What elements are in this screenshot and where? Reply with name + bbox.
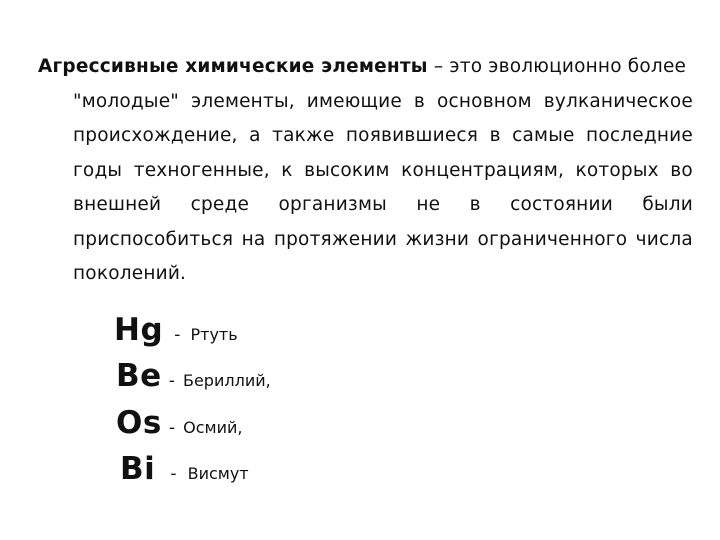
word: высоким [304,159,390,181]
word: жизни [405,228,470,250]
word: среде [190,194,250,215]
word: поколений. [73,263,187,284]
element-name: Бериллий, [182,371,271,390]
definition-paragraph [38,50,693,292]
word: состоянии [510,194,613,215]
definition-line-7 [38,257,693,292]
word: во [670,159,693,181]
word: не [416,194,441,215]
element-dash: - [168,418,176,438]
word: были [642,194,693,215]
word: происхождение, [73,125,238,146]
word: также [272,125,335,146]
element-symbol: Bi [120,451,156,487]
definition-line-5 [38,188,693,223]
element-name: Ртуть [190,325,238,344]
element-name: Осмий, [183,418,243,437]
word: элементы, [190,90,295,112]
element-row-be [116,358,271,394]
definition-line-3 [38,119,693,154]
element-row-os [116,405,242,441]
word: ограниченного [477,228,628,250]
element-dash: - [168,371,175,391]
word: имеющие [306,90,402,112]
word: организмы [278,194,387,215]
word: "молодые" [73,90,180,112]
definition-line-1-text: – это эволюционно более [427,56,687,77]
element-symbol: Hg [114,312,164,348]
word: в [469,194,481,215]
word: вулканическое [543,90,693,112]
word: которых [575,159,659,181]
element-row-hg [114,312,238,348]
definition-line-4 [38,154,693,189]
word: к [281,159,293,181]
element-dash: - [174,325,181,345]
word: внешней [73,194,162,215]
element-symbol: Be [116,358,162,394]
element-row-bi [120,451,249,487]
definition-line-1 [38,50,693,85]
word: на [241,228,266,250]
definition-term: Агрессивные химические элементы [38,56,428,77]
word: концентрациям, [401,159,565,181]
element-symbol: Os [116,405,162,441]
word: в [489,125,501,146]
word: основном [436,90,532,112]
word: самые [512,125,575,146]
word: техногенные, [133,159,270,181]
word: годы [73,159,123,181]
word: появившиеся [345,125,479,146]
definition-line-6 [38,223,693,258]
element-name: Висмут [187,464,249,483]
word: протяжении [273,228,398,250]
definition-line-2 [38,85,693,120]
word: числа [635,228,693,250]
word: последние [586,125,693,146]
word: приспособиться [73,228,234,250]
element-dash: - [170,464,177,484]
word: в [413,90,426,112]
word: а [249,125,261,146]
